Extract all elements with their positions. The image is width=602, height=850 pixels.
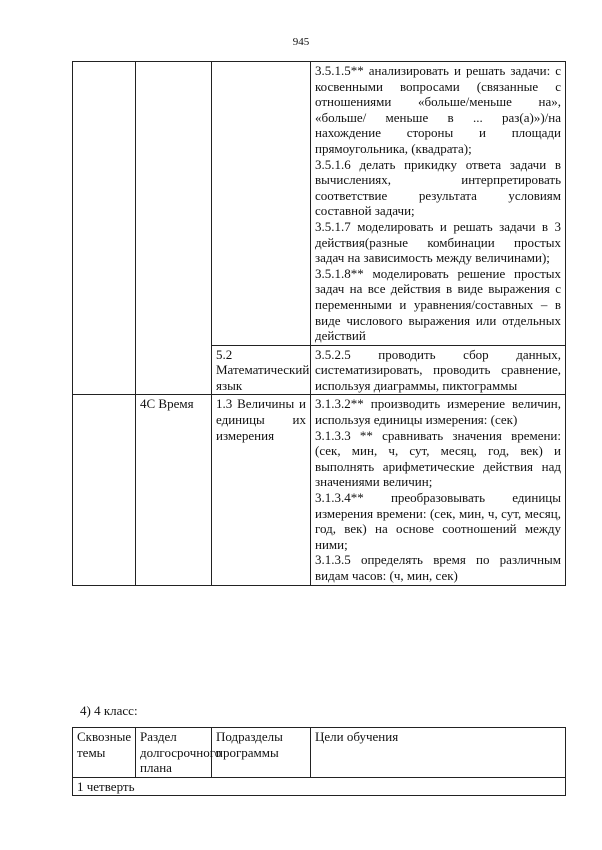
table-row [73, 395, 566, 585]
goals-cell [311, 62, 566, 346]
goal-item: 3.1.3.2** производить измерение величин, используя единицы измерения: (сек) [315, 396, 561, 428]
table-header-row [73, 728, 566, 778]
column-header: Сквозные темы [73, 728, 136, 778]
table-cell [212, 62, 311, 346]
goal-item: 3.5.1.5** анализировать и решать задачи: с косвенными вопросами (связанные с отношениями «больше/меньше на», «больше/ меньше в ... раз(а)»)/на нахождение стороны и площади прямоугольника, (квадрата); [315, 63, 561, 156]
subsection-cell: 5.2 Математический язык [212, 345, 311, 395]
goals-cell [311, 345, 566, 395]
goal-item: 3.1.3.3 ** сравнивать значения времени: (сек, мин, ч, сут, месяц, год, век) и выполнять арифметические действия над значениями величин; [315, 427, 561, 490]
section-caption: 4) 4 класс: [80, 703, 138, 718]
table-row [73, 62, 566, 346]
goal-item: 3.5.1.6 делать прикидку ответа задачи в вычислениях, интерпретировать соответствие результата условиям составной задачи; [315, 156, 561, 219]
goal-item: 3.5.1.8** моделировать решение простых задач на все действия в виде выражения с переменными и уравнения/составных – в виде числового выражения или отдельных действий [315, 265, 561, 344]
grade4-table [72, 727, 566, 796]
goals-cell [311, 395, 566, 585]
goal-item: 3.5.1.7 моделировать и решать задачи в 3 действия(разные комбинации простых задач на зависимость между величинами); [315, 218, 561, 266]
table-cell [136, 62, 212, 395]
column-header: Цели обучения [311, 728, 566, 778]
goal-item: 3.5.2.5 проводить сбор данных, систематизировать, проводить сравнение, используя диаграммы, пиктограммы [315, 346, 561, 393]
table-cell [73, 62, 136, 395]
table-cell [73, 395, 136, 585]
goal-item: 3.1.3.4** преобразовывать единицы измерения времени: (сек, мин, ч, сут, месяц, год, век) на основе соотношений между ними; [315, 490, 561, 552]
goal-item: 3.1.3.5 определять время по различным видам часов: (ч, мин, сек) [315, 552, 561, 583]
column-header: Раздел долгосрочного плана [136, 728, 212, 778]
column-header: Подразделы программы [212, 728, 311, 778]
subsection-cell: 1.3 Величины и единицы их измерения [212, 395, 311, 585]
page-number: 945 [292, 36, 310, 48]
curriculum-table [72, 61, 566, 586]
table-row [73, 777, 566, 796]
section-cell: 4С Время [136, 395, 212, 585]
quarter-row: 1 четверть [73, 777, 566, 796]
